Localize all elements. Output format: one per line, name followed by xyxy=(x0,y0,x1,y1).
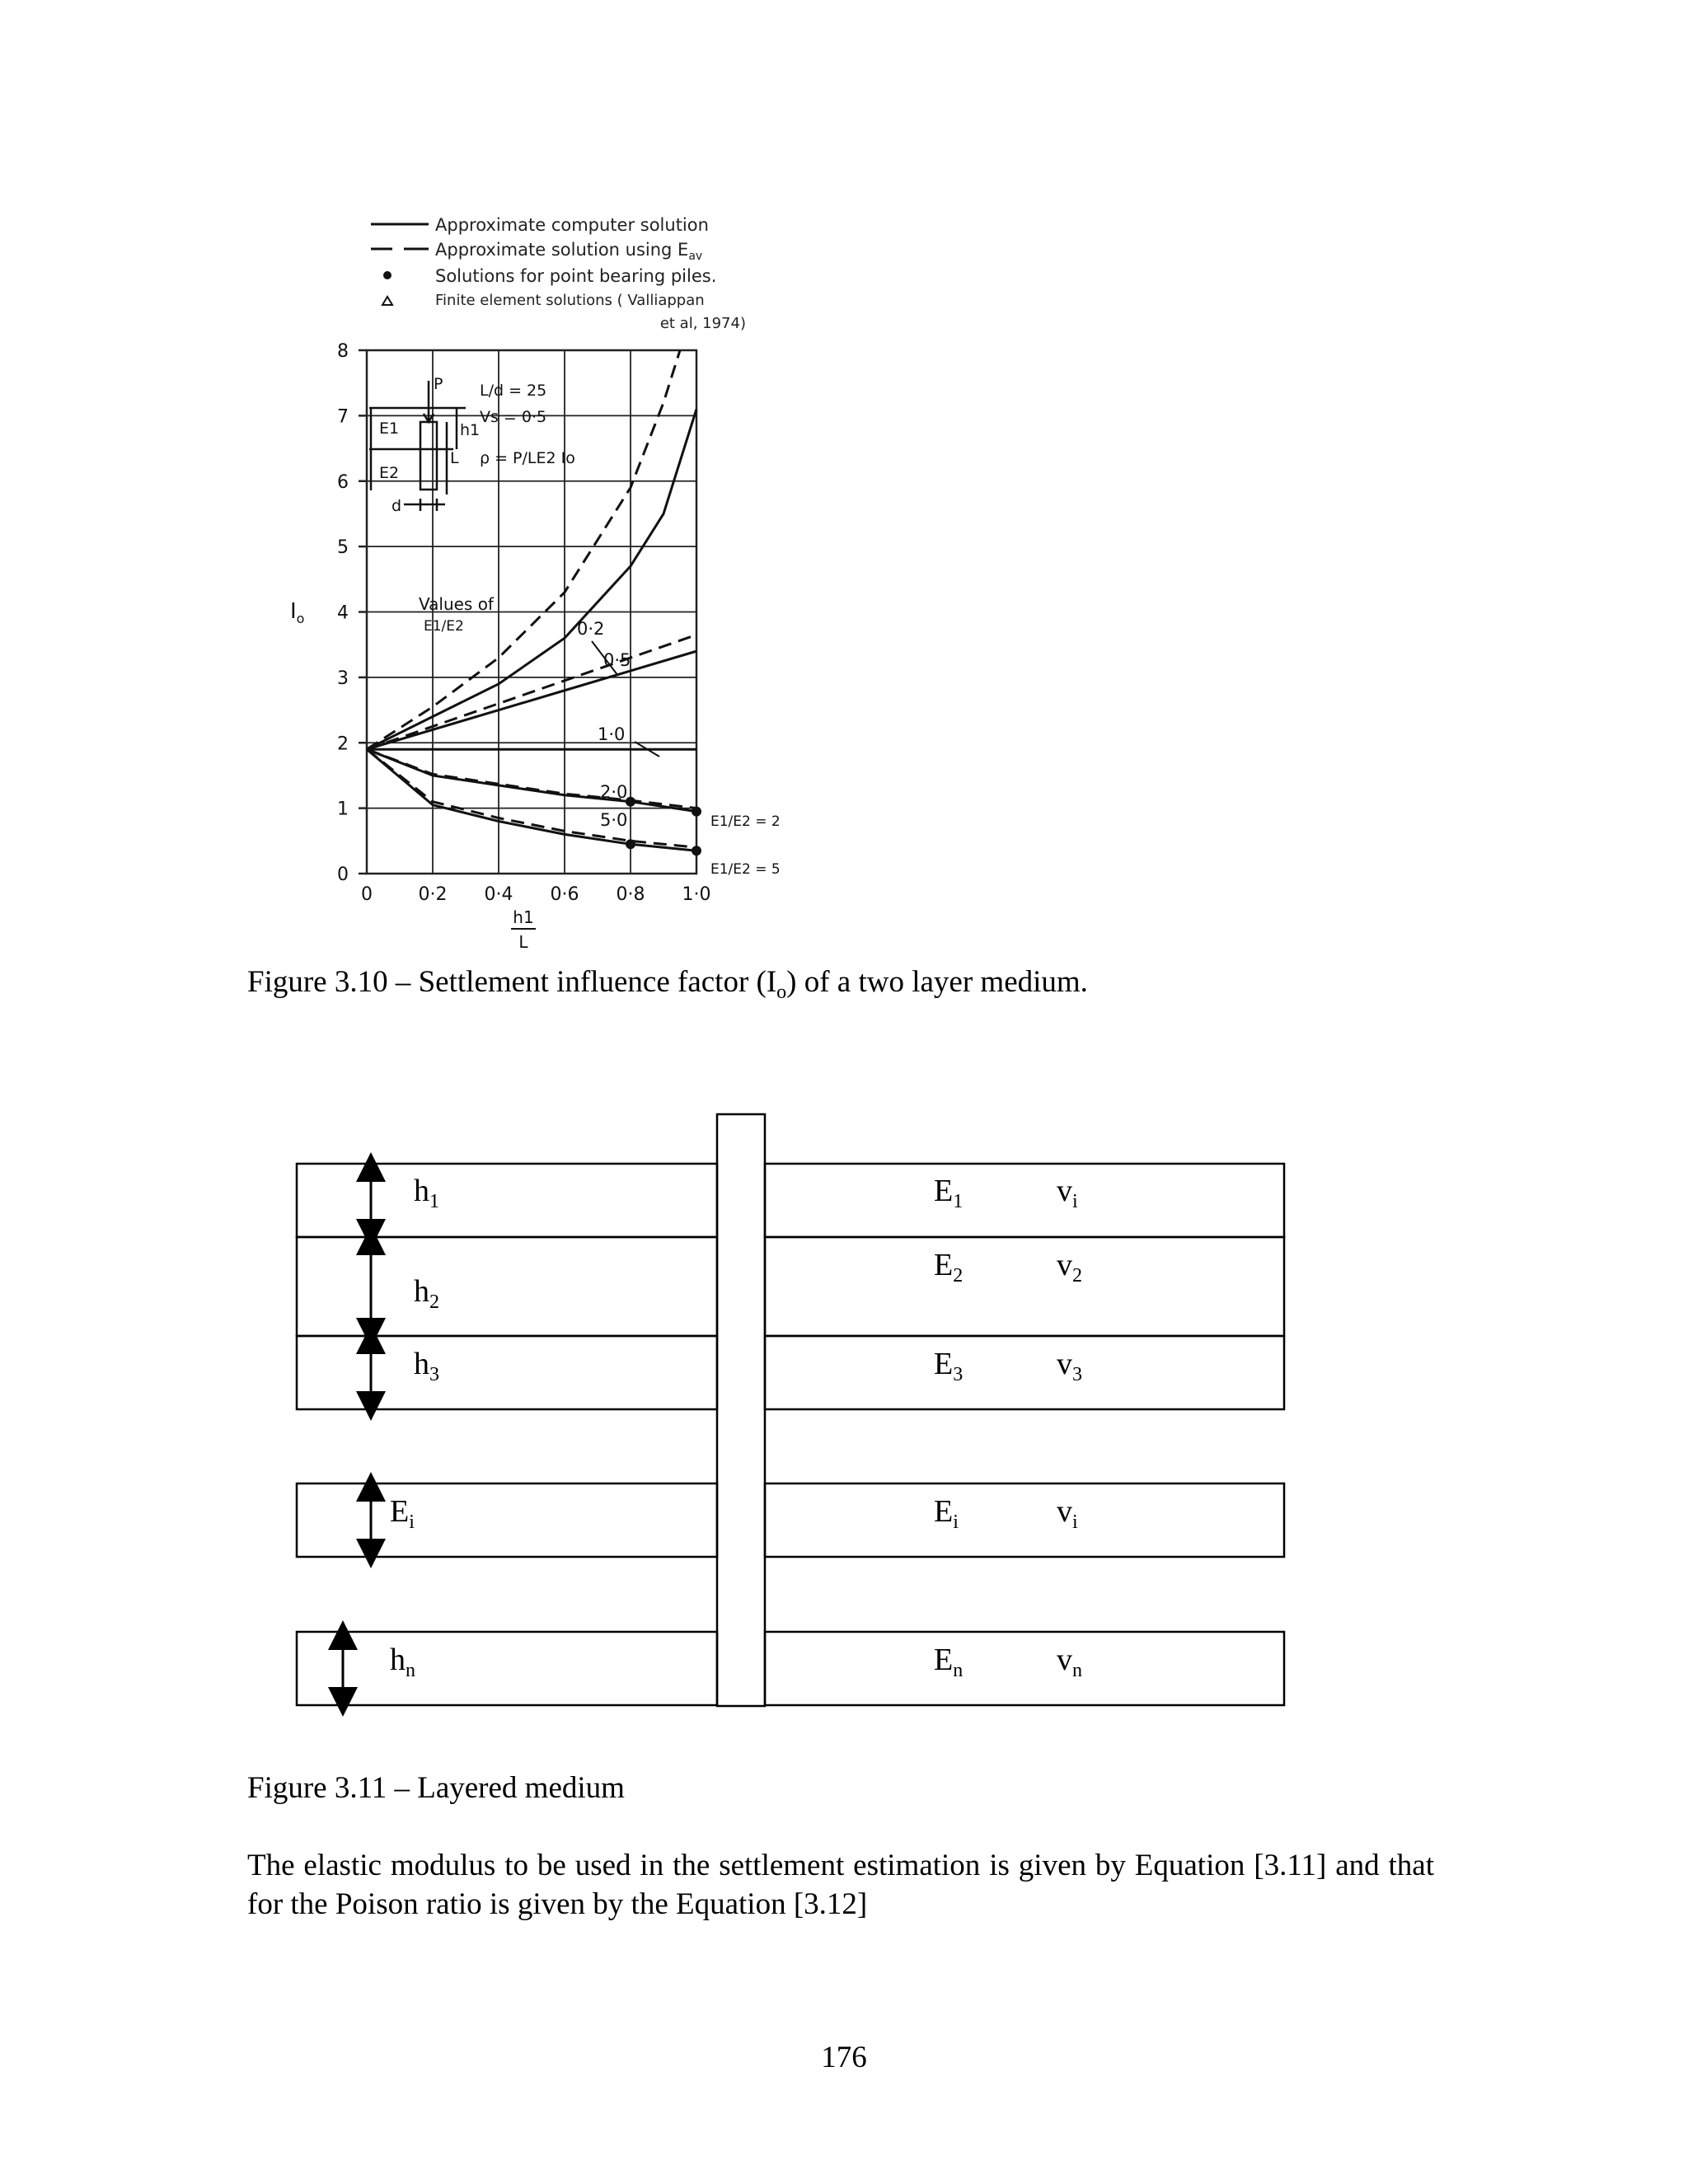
y-tick-label: 4 xyxy=(337,602,349,624)
layer-3-right xyxy=(765,1336,1284,1409)
x-tick-label: 0·8 xyxy=(616,884,645,905)
svg-text:ρ = P/LE2 Io: ρ = P/LE2 Io xyxy=(480,449,575,467)
y-tick-label: 6 xyxy=(337,471,349,493)
y-tick-label: 1 xyxy=(337,799,349,820)
legend-triangle-label: Finite element solutions ( Valliappan xyxy=(435,292,705,309)
x-tick-label: 0·4 xyxy=(484,884,513,905)
y-tick-label: 0 xyxy=(337,865,349,885)
y-tick-label: 7 xyxy=(337,406,349,428)
page-number: 176 xyxy=(821,2041,867,2074)
svg-text:Values of: Values of xyxy=(419,594,494,614)
y-tick-label: 5 xyxy=(337,537,349,559)
layer-1-left xyxy=(297,1164,717,1237)
svg-text:L/d = 25: L/d = 25 xyxy=(480,382,547,400)
x-tick-label: 0 xyxy=(361,884,373,905)
y-tick-label: 8 xyxy=(337,341,349,362)
layer-n-modulus: $E_n$ xyxy=(934,1643,964,1681)
curve-label-0-5: 0·5 xyxy=(603,650,631,670)
x-tick-label: 1·0 xyxy=(682,884,711,905)
legend-dashed-label: Approximate solution using E xyxy=(435,240,689,260)
y-axis-label: $I_o$ xyxy=(290,599,305,626)
layer-1-thickness: $h_1$ xyxy=(414,1174,439,1212)
layer-n-thickness: $h_n$ xyxy=(390,1643,415,1681)
layer-n-left xyxy=(297,1632,717,1705)
layer-1-modulus: $E_1$ xyxy=(934,1174,964,1212)
x-tick-label: 0·6 xyxy=(550,884,579,905)
svg-text:E2: E2 xyxy=(379,464,400,482)
ratio-label-5: E1/E2 = 5 xyxy=(710,861,781,878)
layer-2-thickness: $h_2$ xyxy=(414,1274,439,1313)
legend-cont-label: et al, 1974) xyxy=(659,315,746,332)
layer-2-modulus: $E_2$ xyxy=(934,1248,964,1286)
legend-dot-label: Solutions for point bearing piles. xyxy=(435,266,717,286)
layer-2-poisson: $v_2$ xyxy=(1057,1248,1082,1286)
x-tick-label: 0·2 xyxy=(418,884,448,905)
layer-1-poisson: $v_i$ xyxy=(1057,1174,1078,1212)
curve-label-0-2: 0·2 xyxy=(577,619,605,639)
curve-label-2-0: 2·0 xyxy=(600,782,628,802)
svg-text:d: d xyxy=(392,497,402,515)
ratio-label-2: E1/E2 = 2 xyxy=(710,813,781,830)
layer-i-right xyxy=(765,1483,1284,1557)
layer-3-modulus: $E_3$ xyxy=(934,1347,964,1385)
layer-3-left xyxy=(297,1336,717,1409)
layer-3-poisson: $v_3$ xyxy=(1057,1347,1082,1385)
svg-text:h1: h1 xyxy=(513,907,534,927)
figure-3-11-caption: Figure 3.11 – Layered medium xyxy=(247,1771,625,1805)
layer-3-thickness: $h_3$ xyxy=(414,1347,439,1385)
legend-solid-label: Approximate computer solution xyxy=(435,215,709,235)
pile-shaft xyxy=(717,1114,765,1706)
body-paragraph: The elastic modulus to be used in the settlement estimation is given by Equation [3.11] and that for the Poison ratio is given by the Equation [3.12] xyxy=(247,1849,1434,1921)
layer-n-poisson: $v_n$ xyxy=(1057,1643,1082,1681)
figure-3-10-caption: Figure 3.10 – Settlement influence factor $(I_o)$ of a two layer medium. xyxy=(247,965,1088,1003)
layer-1-right xyxy=(765,1164,1284,1237)
layer-i-poisson: $v_i$ xyxy=(1057,1494,1078,1533)
y-tick-label: 3 xyxy=(337,668,349,689)
layer-i-left xyxy=(297,1483,717,1557)
legend-dashed-sub: av xyxy=(688,250,703,263)
layer-2-right xyxy=(765,1237,1284,1336)
curve-label-1-0: 1·0 xyxy=(598,724,626,744)
svg-text:h1: h1 xyxy=(460,421,481,439)
svg-text:E1: E1 xyxy=(379,419,400,438)
layer-i-modulus: $E_i$ xyxy=(934,1494,959,1533)
svg-text:L: L xyxy=(518,932,528,952)
svg-text:L: L xyxy=(450,449,459,467)
layer-i-left-label: $E_i$ xyxy=(390,1494,415,1533)
svg-text:P: P xyxy=(434,375,443,393)
y-tick-label: 2 xyxy=(337,733,349,755)
layer-n-right xyxy=(765,1632,1284,1705)
svg-text:E1/E2: E1/E2 xyxy=(424,618,464,635)
curve-label-5-0: 5·0 xyxy=(600,810,628,830)
svg-text:Vs = 0·5: Vs = 0·5 xyxy=(480,408,547,426)
layer-2-left xyxy=(297,1237,717,1336)
